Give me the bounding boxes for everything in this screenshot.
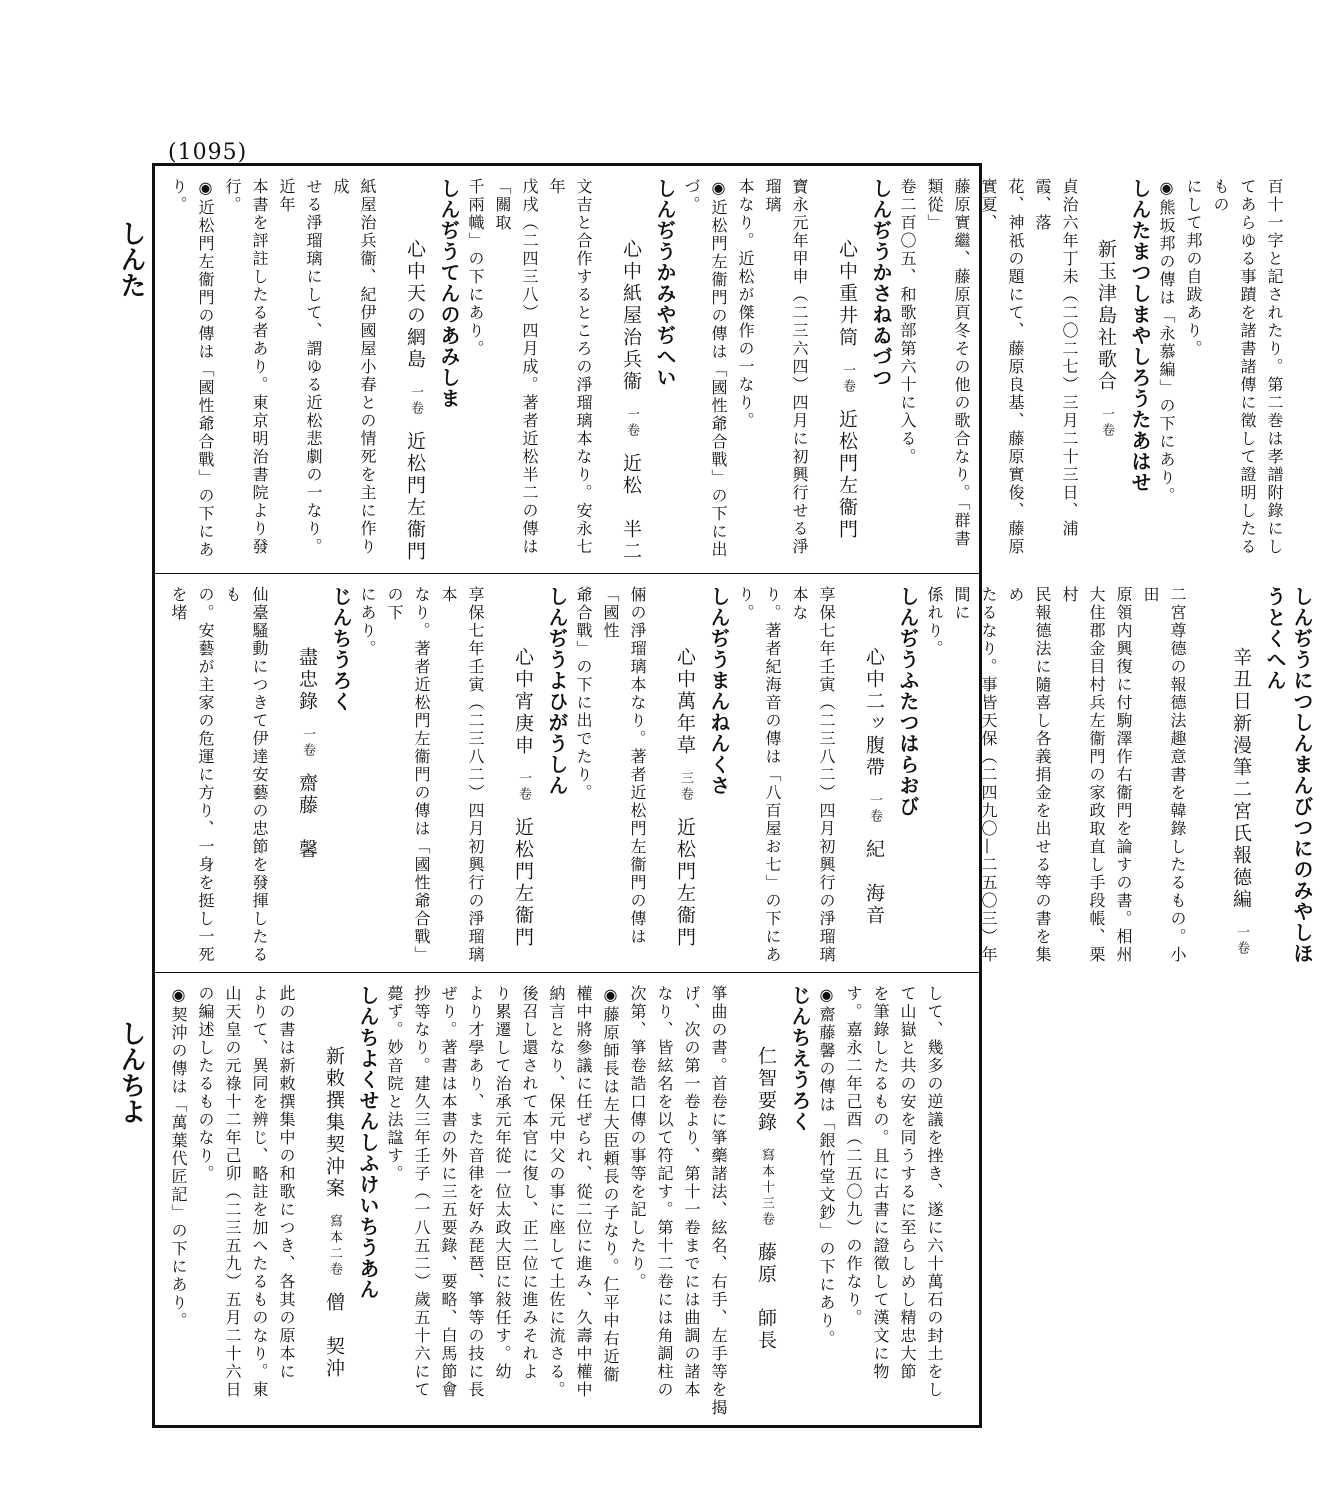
entry-author: 近松門左衞門 (512, 816, 534, 949)
thumb-index-bottom: しんちよ (116, 1020, 146, 1124)
entry-text-line: 大住郡金目村兵左衞門の家政取直し手段帳、栗村 (1060, 586, 1106, 964)
entry-text-line: ◉近松門左衞門の傳は「國性爺合戰」の下に出づ。 (682, 178, 728, 559)
entry-heading: しんぢうまんねんくさ (707, 586, 731, 796)
entry-vol: 一卷 (1099, 406, 1114, 439)
entry-heading: しんぢうよひがうしん (545, 586, 569, 796)
entry-heading: しんぢうかみやぢへい (653, 178, 677, 388)
entry-text-line: 民報德法に隨喜し各義捐金を出せる等の書を集め (1006, 586, 1052, 964)
entry-text-line: 本なり。近松が傑作の一なり。 (736, 178, 755, 430)
entry-author: 齋藤 馨 (296, 772, 318, 861)
entry-text-line: げ、次の第一卷より、第十一卷までには曲調の諸本 (682, 985, 701, 1399)
entry-text-line: 戊戌（二四三八）四月成。著者近松半二の傳は「關取 (493, 178, 539, 556)
entry-vol: 一卷 (300, 726, 315, 759)
entry-work: 仁智要錄 (755, 1045, 777, 1134)
thumb-index-top: しんた (116, 220, 146, 298)
entry-author: 近松門左衞門 (836, 408, 858, 541)
entry-text-line: 本書を評註したる者あり。東京明治書院より發行。 (223, 178, 269, 556)
entry-text-line: ◉熊坂邦の傳は「永慕編」の下にあり。 (1157, 178, 1176, 505)
entry-text-line: 爺合戰」の下に出でたり。 (574, 586, 593, 802)
entry-text-line: して、幾多の逆議を挫き、遂に六十萬石の封土をし (925, 985, 944, 1399)
entry-text-line: 花、神祇の題にて、藤原良基、藤原實俊、藤原實夏、 (979, 178, 1025, 556)
entry-work: 心中天の網島 (404, 238, 426, 371)
entry-heading: しんぢうかさねゐづつ (869, 178, 893, 388)
entry-author: 近松門左衞門 (674, 816, 696, 949)
entry-text-line: 千兩幟」の下にあり。 (466, 178, 485, 358)
entry-author: 近松 半二 (620, 452, 642, 563)
entry-text-line: なり、皆絃名を以て符記す。第十二卷には角調柱の (655, 985, 674, 1399)
band-columns (155, 973, 964, 1425)
entry-vol: 一卷 (516, 770, 531, 803)
entry-text-line: にして邦の自跋あり。 (1184, 178, 1203, 358)
entry-text-line: す。嘉永二年己酉（二五〇九）の作なり。 (844, 985, 863, 1327)
entry-text-line: よりて、異同を辨じ、略註を加へたるものなり。東 (250, 985, 269, 1399)
entry-text-line: ◉藤原師長は左大臣頼長の子なり。仁平中右近衞 (601, 985, 620, 1384)
entry-work: 心中重井筒 (836, 238, 858, 349)
entry-text-line: 箏曲の書。首卷に箏藥諸法、絃名、右手、左手等を揭 (709, 985, 728, 1417)
page-number: (1095) (168, 140, 248, 165)
entry-heading: しんちよくせんしふけいちうあん (356, 985, 380, 1300)
entry-text-line: 倆の淨瑠璃本なり。著者近松門左衞門の傳は「國性 (601, 586, 647, 946)
entry-vol: 一卷 (624, 406, 639, 439)
entry-vol: 一卷 (408, 384, 423, 417)
entry-text-line: り累遷して治承元年從一位太政大臣に敍任す。幼 (493, 985, 512, 1381)
entry-text-line: より才學あり、また音律を好み琵琶、箏等の技に長 (466, 985, 485, 1399)
entry-work: 心中宵庚申 (512, 646, 534, 757)
entry-text-line: を筆錄したるもの。且に古書に證徵して漢文に物 (871, 985, 890, 1381)
entry-heading: しんぢうてんのあみしま (437, 178, 461, 409)
entry-vol: 寫本十三卷 (759, 1147, 774, 1228)
entry-text-line: り。著者紀海音の傳は「八百屋お七」の下にあり。 (736, 586, 782, 964)
entry-text-line: 納言となり、保元中父の事に座して土佐に流さる。 (547, 985, 566, 1399)
entry-text-line: なり。著者近松門左衞門の傳は「國性爺合戰」の下 (385, 586, 431, 964)
entry-text-line: の編述したるものなり。 (196, 985, 215, 1183)
entry-text-line: 享保七年壬寅（二三八二）四月初興行の淨瑠璃本な (790, 586, 836, 964)
entry-vol: 一卷 (840, 362, 855, 395)
entry-text-line: て山嶽と共の安を同うするに至らしめし精忠大節 (898, 985, 917, 1381)
band-middle (155, 574, 1314, 973)
entry-title-line (1083, 178, 1120, 565)
entry-work: 盡忠錄 (296, 646, 318, 713)
entry-text-line: 仙臺騷動につきて伊達安藝の忠節を發揮したるも (223, 586, 269, 964)
entry-text-line: 原領内興復に付駒澤作右衞門を論すの書。相州 (1114, 586, 1133, 964)
entry-author: 藤原 師長 (755, 1241, 777, 1352)
entry-author: 紀 海音 (863, 838, 885, 927)
entry-heading: じんちえうろく (788, 985, 812, 1132)
entry-text-line: 權中將參議に任ぜられ、從二位に進み、久壽中權中 (574, 985, 593, 1399)
entry-title-line (489, 586, 537, 964)
entry-heading: しんぢうにつしんまんびつにのみやしほうとくへん (1263, 586, 1314, 964)
entry-text-line: ◉契沖の傳は「萬葉代匠記」の下にあり。 (169, 985, 188, 1330)
entry-heading: しんたまつしまやしろうたあはせ (1128, 178, 1152, 493)
entry-text-line: 卷二百〇五、和歌部第六十に入る。 (898, 178, 917, 466)
entry-text-line: 藤原實繼、藤原頁冬その他の歌合なり。「群書類從」 (925, 178, 971, 548)
entry-title-line (273, 586, 321, 964)
entry-title-line (1191, 586, 1255, 964)
entry-author: 近松門左衞門 (404, 430, 426, 563)
entry-work: 辛丑日新漫筆二宮氏報德編 (1230, 646, 1252, 911)
entry-vol: 三卷 (678, 770, 693, 803)
entry-work: 心中萬年草 (674, 646, 696, 757)
entry-heading: じんちうろく (329, 586, 353, 712)
entry-text-line: 紙屋治兵衞、紀伊國屋小春との情死を主に作り成 (331, 178, 377, 556)
band-columns (155, 166, 1304, 573)
entry-title-line (732, 985, 780, 1417)
entry-text-line: 後召し還されて本官に復し、正二位に進みそれよ (520, 985, 539, 1381)
entry-title-line (840, 586, 888, 964)
band-columns (155, 574, 1331, 972)
entry-text-line: たるなり。事皆天保（二四九〇—二五〇三）年間に (952, 586, 998, 964)
entry-author: 僧 契沖 (323, 1291, 345, 1380)
band-top (155, 166, 1284, 574)
entry-text-line: ◉近松門左衞門の傳は「國性爺合戰」の下にあり。 (169, 178, 215, 559)
entry-work: 新玉津島社歌合 (1095, 238, 1117, 393)
entry-text-line: にあり。 (358, 586, 377, 658)
page-frame (152, 163, 1314, 1428)
band-bottom (155, 973, 979, 1425)
entry-work: 心中二ッ腹帶 (863, 646, 885, 779)
entry-vol: 一卷 (1234, 924, 1249, 957)
entry-title-line (381, 178, 429, 565)
entry-text-line: 此の書は新敕撰集中の和歌につき、各其の原本に (277, 985, 296, 1381)
entry-text-line: の。安藝が主家の危運に方り、一身を挺し一死を堵 (169, 586, 215, 964)
entry-text-line: せる淨瑠璃にして、謂ゆる近松悲劇の一なり。近年 (277, 178, 323, 556)
entry-text-line: 次第、箏卷誥口傳の事等を記したり。 (628, 985, 647, 1291)
entry-text-line: 抄等なり。建久三年壬子（一八五二）歲五十六にて (412, 985, 431, 1399)
entry-vol: 寫本二卷 (327, 1213, 342, 1278)
entry-text-line: 文吉と合作するところの淨瑠璃本なり。安永七年 (547, 178, 593, 556)
entry-work: 新敕撰集契沖案 (323, 1045, 345, 1200)
entry-heading: しんぢうふたつはらおび (896, 586, 920, 817)
entry-text-line: 享保七年壬寅（二三八二）四月初興行の淨瑠璃本 (439, 586, 485, 964)
entry-title-line (813, 178, 861, 565)
entry-text-line: ◉齋藤馨の傳は「銀竹堂文鈔」の下にあり。 (817, 985, 836, 1348)
entry-text-line: 百十一字と記されたり。第二巻は孝譜附錄にしてあらゆる事蹟を諸書諸傳に徵して證明したるもの (1211, 178, 1284, 556)
entry-title-line (597, 178, 645, 565)
entry-title-line (300, 985, 348, 1417)
entry-text-line: ぜり。著書は本書の外に三五要錄、要略、白馬節會 (439, 985, 458, 1399)
entry-text-line: 貞治六年丁未（二〇二七）三月二十三日、浦霞、落 (1033, 178, 1079, 538)
entry-text-line: 係れり。 (925, 586, 944, 658)
entry-vol: 一卷 (867, 792, 882, 825)
entry-text-line: 寶永元年甲申（二三六四）四月に初興行せる淨瑠璃 (763, 178, 809, 556)
entry-text-line: 山天皇の元祿十二年己卯（二三五九）五月二十六日 (223, 985, 242, 1399)
entry-text-line: 薨ず。妙音院と法諡す。 (385, 985, 404, 1183)
entry-title-line (651, 586, 699, 964)
entry-work: 心中紙屋治兵衞 (620, 238, 642, 393)
entry-text-line: 二宮尊德の報德法趣意書を韓錄したるもの。小田 (1141, 586, 1187, 964)
